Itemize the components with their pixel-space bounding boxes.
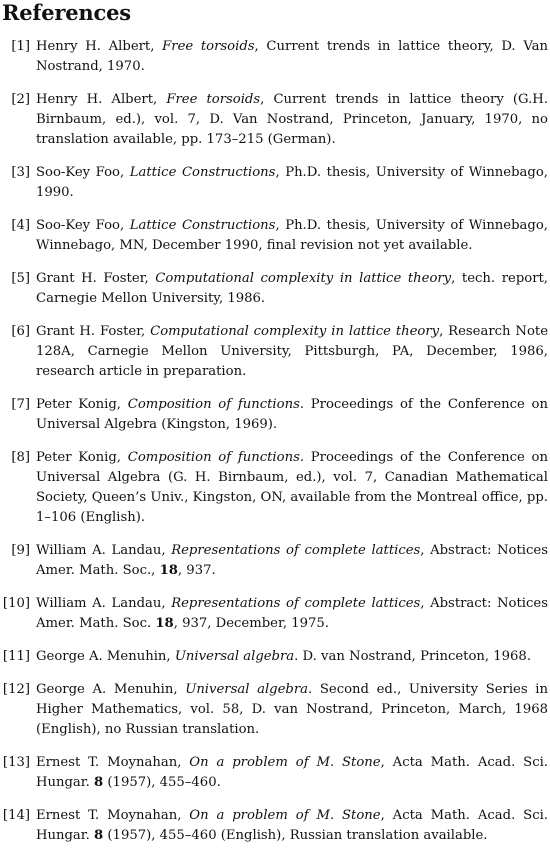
reference-text bbox=[36, 806, 548, 846]
reference-number: [2] bbox=[11, 92, 30, 107]
reference-text bbox=[36, 395, 548, 435]
reference-details: , Ph.D. thesis, University of Winnebago, Winnebago, MN, December 1990, final revision not yet available. bbox=[36, 218, 548, 253]
reference-author: George A. Menuhin, bbox=[36, 682, 186, 697]
reference-list bbox=[0, 37, 550, 859]
reference-volume: 8 bbox=[94, 775, 104, 790]
reference-details-end: , 937. bbox=[177, 563, 216, 578]
reference-number: [4] bbox=[11, 218, 30, 233]
reference-text bbox=[36, 753, 548, 793]
reference-title: Composition of functions bbox=[127, 450, 300, 465]
reference-details: , Current trends in lattice theory (G.H. Birnbaum, ed.), vol. 7, D. Van Nostrand, Princeton, January, 1970, no translation available, pp. 173–215 (German). bbox=[36, 92, 548, 147]
reference-details: , Acta Math. Acad. Sci. Hungar. bbox=[36, 755, 548, 790]
reference-item bbox=[0, 753, 550, 793]
reference-title: Free torsoids bbox=[166, 92, 261, 107]
reference-item bbox=[0, 806, 550, 846]
reference-author: George A. Menuhin, bbox=[36, 649, 175, 664]
reference-details-end: , 937, December, 1975. bbox=[173, 616, 329, 631]
reference-details: . Proceedings of the Conference on Universal Algebra (G. H. Birnbaum, ed.), vol. 7, Canadian Mathematical Society, Queen’s Univ., Kingston, ON, available from the Montreal office, pp. 1–106 (English). bbox=[36, 450, 548, 525]
reference-title: Composition of functions bbox=[127, 397, 300, 412]
reference-author: Henry H. Albert, bbox=[36, 39, 163, 54]
reference-author: Soo-Key Foo, bbox=[36, 165, 130, 180]
reference-text bbox=[36, 163, 548, 203]
reference-item bbox=[0, 594, 550, 634]
reference-details: , Current trends in lattice theory, D. Van Nostrand, 1970. bbox=[36, 39, 548, 74]
reference-text bbox=[36, 322, 548, 382]
reference-number: [3] bbox=[11, 165, 30, 180]
section-title: References bbox=[2, 0, 131, 25]
reference-details: , Research Note 128A, Carnegie Mellon University, Pittsburgh, PA, December, 1986, research article in preparation. bbox=[36, 324, 549, 379]
reference-number: [6] bbox=[11, 324, 30, 339]
reference-details: , Abstract: Notices Amer. Math. Soc. bbox=[36, 596, 548, 631]
reference-volume: 8 bbox=[94, 828, 104, 843]
reference-item bbox=[0, 163, 550, 203]
reference-text bbox=[36, 541, 548, 581]
reference-number: [12] bbox=[2, 682, 30, 697]
reference-details: . Second ed., University Series in Higher Mathematics, vol. 58, D. van Nostrand, Princeton, March, 1968 (English), no Russian translation. bbox=[36, 682, 548, 737]
reference-title: Lattice Constructions bbox=[129, 218, 276, 233]
reference-text bbox=[36, 680, 548, 740]
reference-title: Computational complexity in lattice theory bbox=[150, 324, 440, 339]
reference-details: . Proceedings of the Conference on Universal Algebra (Kingston, 1969). bbox=[36, 397, 548, 432]
reference-title: Representations of complete lattices bbox=[171, 596, 421, 611]
reference-details: , tech. report, Carnegie Mellon University, 1986. bbox=[36, 271, 548, 306]
reference-item bbox=[0, 37, 550, 77]
reference-number: [1] bbox=[11, 39, 30, 54]
reference-author: Grant H. Foster, bbox=[36, 324, 151, 339]
reference-text bbox=[36, 216, 548, 256]
reference-author: William A. Landau, bbox=[36, 543, 172, 558]
reference-number: [9] bbox=[11, 543, 30, 558]
reference-number: [8] bbox=[11, 450, 30, 465]
reference-author: Soo-Key Foo, bbox=[36, 218, 130, 233]
reference-text bbox=[36, 269, 548, 309]
reference-details: . D. van Nostrand, Princeton, 1968. bbox=[294, 649, 532, 664]
reference-title: Free torsoids bbox=[162, 39, 255, 54]
reference-item bbox=[0, 322, 550, 382]
reference-author: Ernest T. Moynahan, bbox=[36, 755, 190, 770]
reference-title: On a problem of M. Stone bbox=[189, 808, 381, 823]
reference-number: [10] bbox=[2, 596, 30, 611]
reference-text bbox=[36, 594, 548, 634]
reference-item bbox=[0, 680, 550, 740]
reference-number: [5] bbox=[11, 271, 30, 286]
reference-text bbox=[36, 448, 548, 528]
reference-title: Representations of complete lattices bbox=[171, 543, 421, 558]
reference-author: Ernest T. Moynahan, bbox=[36, 808, 190, 823]
reference-details: , Ph.D. thesis, University of Winnebago, 1990. bbox=[36, 165, 548, 200]
reference-item bbox=[0, 395, 550, 435]
reference-number: [14] bbox=[2, 808, 30, 823]
reference-title: Lattice Constructions bbox=[129, 165, 276, 180]
reference-number: [11] bbox=[2, 649, 30, 664]
reference-title: On a problem of M. Stone bbox=[189, 755, 381, 770]
reference-title: Universal algebra bbox=[185, 682, 309, 697]
reference-author: William A. Landau, bbox=[36, 596, 172, 611]
reference-item bbox=[0, 647, 550, 667]
reference-author: Grant H. Foster, bbox=[36, 271, 156, 286]
reference-item bbox=[0, 269, 550, 309]
reference-details: , Abstract: Notices Amer. Math. Soc., bbox=[36, 543, 548, 578]
reference-author: Henry H. Albert, bbox=[36, 92, 167, 107]
reference-details-end: (1957), 455–460. bbox=[103, 775, 221, 790]
reference-text bbox=[36, 90, 548, 150]
reference-author: Peter Konig, bbox=[36, 450, 128, 465]
reference-item bbox=[0, 448, 550, 528]
reference-title: Universal algebra bbox=[174, 649, 295, 664]
reference-number: [7] bbox=[11, 397, 30, 412]
reference-volume: 18 bbox=[155, 616, 174, 631]
reference-title: Computational complexity in lattice theory bbox=[155, 271, 452, 286]
reference-text bbox=[36, 37, 548, 77]
reference-text bbox=[36, 647, 548, 667]
reference-number: [13] bbox=[2, 755, 30, 770]
reference-details: , Acta Math. Acad. Sci. Hungar. bbox=[36, 808, 548, 843]
reference-item bbox=[0, 216, 550, 256]
reference-item bbox=[0, 90, 550, 150]
reference-volume: 18 bbox=[159, 563, 178, 578]
reference-item bbox=[0, 541, 550, 581]
reference-details-end: (1957), 455–460 (English), Russian translation available. bbox=[103, 828, 488, 843]
reference-author: Peter Konig, bbox=[36, 397, 128, 412]
